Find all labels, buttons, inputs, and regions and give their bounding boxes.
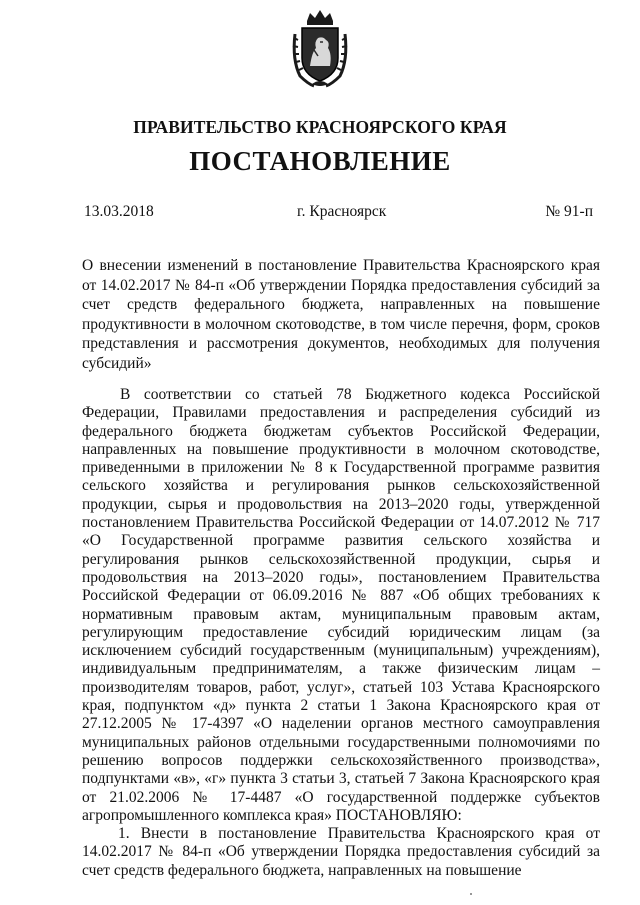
document-city: г. Красноярск: [297, 203, 387, 220]
krasnoyarsk-coat-of-arms-icon: [290, 8, 350, 90]
document-body: [82, 386, 600, 880]
preamble-paragraph: В соответствии со статьей 78 Бюджетного кодекса Российской Федерации, Правилами предоставления и распределения субсидий из федерального бюджета бюджетам субъектов Российской Федерации, направленных на повышение продуктивности в молочном скотоводстве, приведенными в приложении № 8 к Государственной программе развития сельского хозяйства и регулирования рынков сельскохозяйственной продукции, сырья и продовольствия на 2013–2020 годы, утвержденной постановлением Правительства Российской Федерации от 14.07.2012 № 717 «О Государственной программе развития сельского хозяйства и регулирования рынков сельскохозяйственной продукции, сырья и продовольствия на 2013–2020 годы», постановлением Правительства Российской Федерации от 06.09.2016 № 887 «Об общих требованиях к нормативным правовым актам, муниципальным правовым актам, регулирующим предоставление субсидий юридическим лицам (за исключением субсидий государственным (муниципальным) учреждениям), индивидуальным предпринимателям, а также физическим лицам – производителям товаров, работ, услуг», статьей 103 Устава Красноярского края, подпунктом «д» пункта 2 статьи 1 Закона Красноярского края от 27.12.2005 № 17-4397 «О наделении органов местного самоуправления муниципальных районов отдельными государственными полномочиями по решению вопросов поддержки сельскохозяйственного производства», подпунктами «в», «г» пункта 3 статьи 3, статьей 7 Закона Красноярского края от 21.02.2006 № 17-4487 «О государственной поддержке субъектов агропромышленного комплекса края» ПОСТАНОВЛЯЮ:: [82, 386, 600, 824]
document-date: 13.03.2018: [84, 203, 154, 220]
scan-artifact: [470, 893, 472, 895]
document-type: ПОСТАНОВЛЕНИЕ: [189, 146, 451, 176]
organization-name: ПРАВИТЕЛЬСТВО КРАСНОЯРСКОГО КРАЯ: [133, 117, 507, 137]
document-title: О внесении изменений в постановление Правительства Красноярского края от 14.02.2017 № 84-п «Об утверждении Порядка предоставления субсидий за счет средств федерального бюджета, направленных на повышение продуктивности в молочном скотоводстве, в том числе перечня, форм, сроков представления и рассмотрения документов, необходимых для получения субсидий»: [82, 257, 600, 372]
document-number: № 91-п: [545, 203, 593, 220]
item-1-paragraph: 1. Внести в постановление Правительства Красноярского края от 14.02.2017 № 84-п «Об утверждении Порядка предоставления субсидий за счет средств федерального бюджета, направленных на повышение: [82, 825, 600, 879]
